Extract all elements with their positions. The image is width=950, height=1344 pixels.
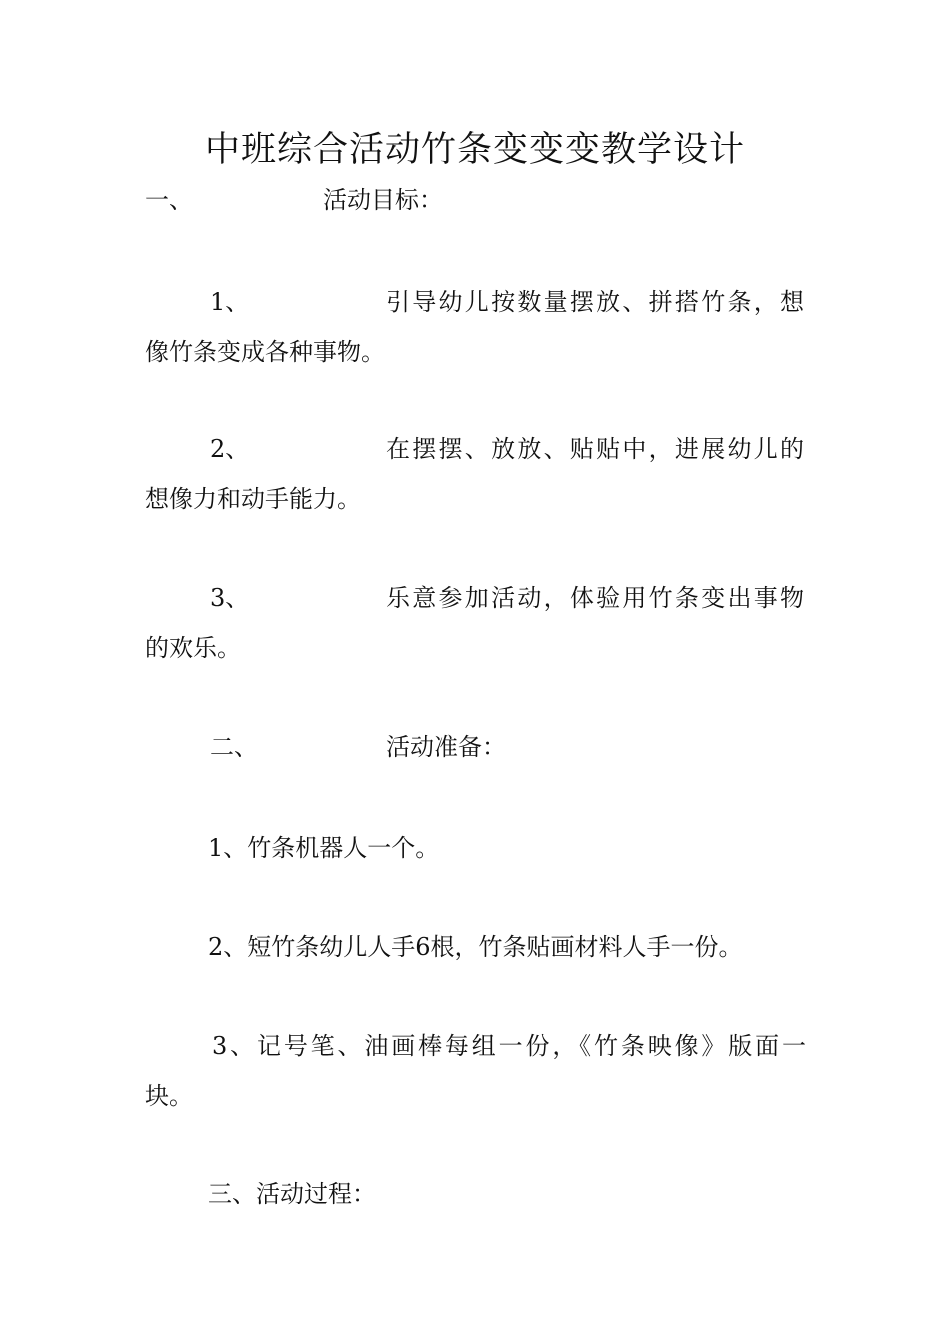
goal-1-line-1: 引导幼儿按数量摆放、拼搭竹条，想 xyxy=(386,288,804,316)
section2-marker: 二、 xyxy=(210,733,258,761)
section3-heading: 三、活动过程： xyxy=(208,1180,376,1208)
prep-item-2: 2、短竹条幼儿人手6根，竹条贴画材料人手一份。 xyxy=(208,933,743,961)
section1-marker: 一、 xyxy=(145,186,193,214)
goal-3-marker: 3、 xyxy=(210,584,250,612)
prep-item-3-line-1: 3、记号笔、油画棒每组一份，《竹条映像》版面一 xyxy=(212,1032,806,1060)
page-title: 中班综合活动竹条变变变教学设计 xyxy=(204,130,745,170)
goal-1-marker: 1、 xyxy=(210,288,250,316)
prep-item-1: 1、竹条机器人一个。 xyxy=(208,834,440,862)
goal-3-line-2: 的欢乐。 xyxy=(145,634,241,662)
section2-heading: 活动准备： xyxy=(386,733,506,761)
goal-1-line-2: 像竹条变成各种事物。 xyxy=(145,338,385,366)
goal-3-line-1: 乐意参加活动，体验用竹条变出事物 xyxy=(386,584,804,612)
goal-2-marker: 2、 xyxy=(210,435,250,463)
section1-heading: 活动目标： xyxy=(323,186,443,214)
goal-2-line-1: 在摆摆、放放、贴贴中，进展幼儿的 xyxy=(386,435,804,463)
goal-2-line-2: 想像力和动手能力。 xyxy=(145,485,361,513)
prep-item-3-line-2: 块。 xyxy=(145,1082,193,1110)
